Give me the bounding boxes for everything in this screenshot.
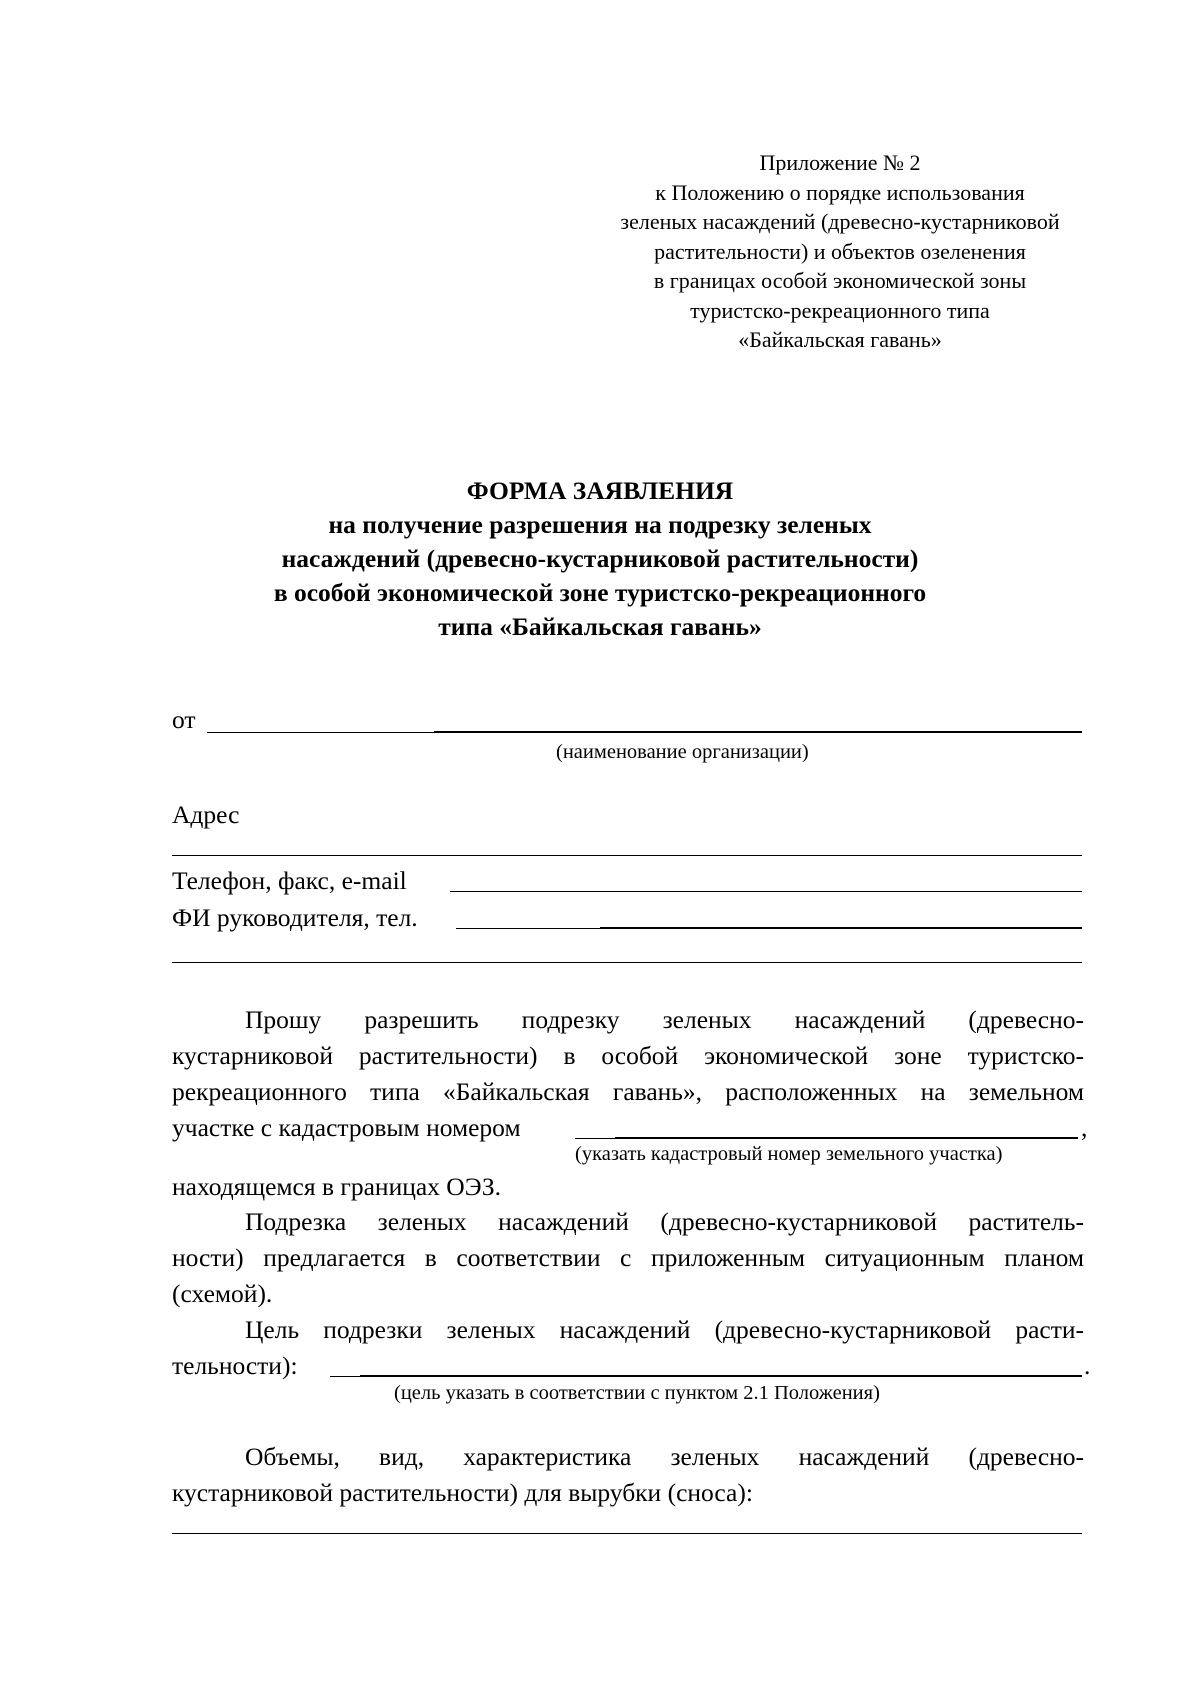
- contacts-label: Телефон, факс, e-mail: [172, 866, 407, 895]
- appendix-line: к Положению о порядке использования: [655, 179, 1025, 205]
- word: (древесно-: [968, 1005, 1085, 1034]
- word: зеленых: [662, 1005, 752, 1034]
- word: Объемы,: [245, 1442, 340, 1471]
- paragraph-2-line-2: ности) предлагается в соответствии с приложенным ситуационным планом: [172, 1243, 1084, 1272]
- appendix-line: растительности) и объектов озеленения: [654, 238, 1026, 264]
- contacts-field[interactable]: [450, 891, 1082, 892]
- word: подрезку: [521, 1005, 620, 1034]
- title-line: ФОРМА ЗАЯВЛЕНИЯ: [466, 476, 734, 505]
- word: (древесно-: [968, 1442, 1085, 1471]
- title-line: в особой экономической зоне туристско-рекреационного: [273, 578, 927, 607]
- appendix-line: туристско-рекреационного типа: [690, 297, 990, 323]
- head-field-part-2[interactable]: [600, 927, 1082, 929]
- paragraph-2-line-3: (схемой).: [172, 1279, 273, 1308]
- purpose-period: .: [1084, 1351, 1091, 1380]
- address-label: Адрес: [172, 800, 240, 829]
- word: Прошу: [245, 1005, 322, 1034]
- form-title: [220, 474, 980, 644]
- word: вид,: [379, 1442, 425, 1471]
- head-extra-field[interactable]: [172, 962, 1082, 963]
- cadastral-comma: ,: [1081, 1113, 1088, 1142]
- paragraph-4-line-2: кустарниковой растительности) для вырубки (сноса):: [172, 1478, 753, 1507]
- purpose-field-part-1[interactable]: [330, 1376, 360, 1377]
- address-field[interactable]: [172, 855, 1082, 856]
- title-line: типа «Байкальская гавань»: [438, 612, 762, 641]
- word: разрешить: [364, 1005, 479, 1034]
- word: зеленых: [670, 1442, 760, 1471]
- word: насаждений: [794, 1005, 926, 1034]
- head-label: ФИ руководителя, тел.: [172, 903, 418, 932]
- paragraph-3-line-1: Цель подрезки зеленых насаждений (древесно-кустарниковой расти-: [245, 1315, 1084, 1344]
- paragraph-1-line-3: рекреационного типа «Байкальская гавань», расположенных на земельном: [172, 1077, 1084, 1106]
- word: характеристика: [463, 1442, 632, 1471]
- org-name-field-part-1[interactable]: [207, 732, 434, 733]
- title-line: насаждений (древесно-кустарниковой растительности): [281, 544, 919, 573]
- cadastral-field-part-1[interactable]: [575, 1138, 615, 1139]
- purpose-caption: (цель указать в соответствии с пунктом 2.1 Положения): [394, 1382, 880, 1404]
- appendix-line: «Байкальская гавань»: [738, 327, 942, 352]
- org-name-field-part-2[interactable]: [434, 731, 1082, 733]
- paragraph-1-line-2: кустарниковой растительности) в особой экономической зоне туристско-: [172, 1041, 1084, 1070]
- title-line: на получение разрешения на подрезку зеленых: [328, 510, 872, 539]
- appendix-header: [590, 148, 1090, 355]
- paragraph-3-line-2: тельности):: [172, 1351, 298, 1380]
- cadastral-caption: (указать кадастровый номер земельного участка): [575, 1143, 1003, 1165]
- paragraph-1-line-5: находящемся в границах ОЭЗ.: [172, 1172, 502, 1201]
- appendix-line: зеленых насаждений (древесно-кустарниковой: [620, 209, 1060, 234]
- head-field-part-1[interactable]: [456, 928, 600, 929]
- appendix-line: в границах особой экономической зоны: [653, 268, 1027, 293]
- org-name-caption: (наименование организации): [556, 741, 809, 763]
- purpose-field-part-2[interactable]: [360, 1375, 1082, 1377]
- paragraph-1-line-1: [245, 1005, 1084, 1035]
- cadastral-field-part-2[interactable]: [615, 1137, 1078, 1139]
- paragraph-1-line-4: участке с кадастровым номером: [172, 1113, 521, 1142]
- paragraph-4-line-1: [245, 1442, 1084, 1472]
- appendix-line: Приложение № 2: [759, 150, 921, 175]
- paragraph-2-line-1: Подрезка зеленых насаждений (древесно-кустарниковой раститель-: [245, 1207, 1084, 1236]
- from-label: от: [172, 705, 196, 734]
- word: насаждений: [798, 1442, 930, 1471]
- volumes-field[interactable]: [172, 1533, 1082, 1534]
